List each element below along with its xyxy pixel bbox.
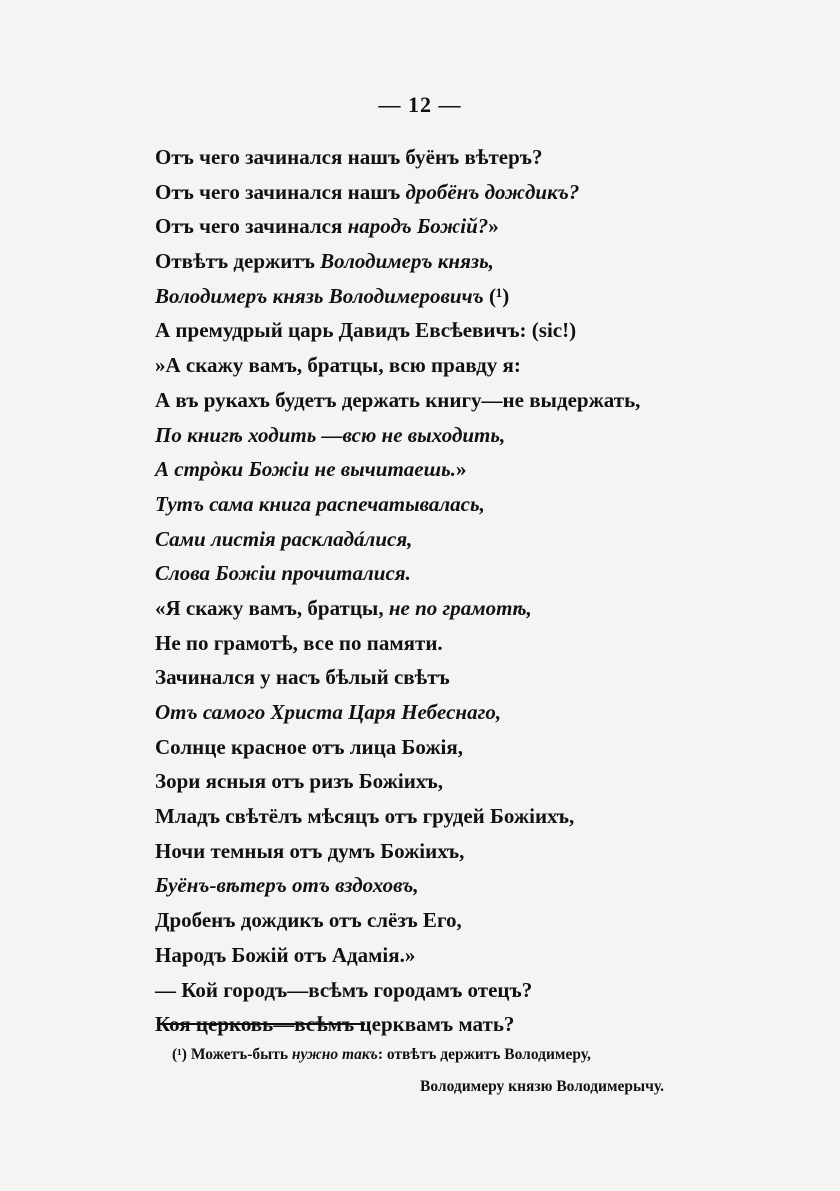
- verse-line: [155, 938, 795, 973]
- text-segment: (¹): [483, 283, 510, 308]
- verse-line: [155, 140, 795, 175]
- italic-segment: Тутъ сама книга распечатывалась,: [155, 491, 485, 516]
- verse-line: [155, 799, 795, 834]
- text-segment: »А скажу вамъ, братцы, всю правду я:: [155, 353, 521, 378]
- verse-line: [155, 418, 795, 453]
- verse-line: [155, 279, 795, 314]
- footnote-prefix: Можетъ-быть: [186, 1046, 292, 1063]
- italic-segment: Отъ самого Христа Царя Небеснаго,: [155, 700, 502, 724]
- footnote-separator: [157, 1023, 365, 1025]
- verse-line: [155, 764, 795, 799]
- text-segment: »: [488, 214, 499, 239]
- text-segment: Отвѣтъ держитъ: [155, 249, 321, 274]
- verse-line: [155, 591, 795, 626]
- text-segment: «Я скажу вамъ, братцы,: [155, 595, 389, 620]
- verse-line: [155, 903, 795, 938]
- text-segment: Зачинался у насъ бѣлый свѣтъ: [155, 665, 450, 690]
- italic-segment: По книгѣ ходить —всю не выходить,: [155, 422, 506, 447]
- text-segment: Младъ свѣтёлъ мѣсяцъ отъ грудей Божіихъ,: [155, 804, 575, 829]
- text-segment: Не по грамотѣ, все по памяти.: [155, 630, 443, 655]
- text-segment: Дробенъ дождикъ отъ слёзъ Его,: [155, 908, 462, 933]
- footnote-continuation: Володимеру князю Володимерычу.: [420, 1078, 664, 1095]
- verse-line: [155, 556, 795, 591]
- text-segment: Солнце красное отъ лица Божія,: [155, 734, 464, 759]
- verse-line: [155, 522, 795, 557]
- verse-line: [155, 175, 795, 210]
- verse-text: [155, 140, 795, 1042]
- page-number: — 12 —: [378, 92, 462, 117]
- text-segment: Отъ чего зачинался нашъ буёнъ вѣтеръ?: [155, 145, 543, 169]
- text-segment: Ночи темныя отъ думъ Божіихъ,: [155, 838, 465, 863]
- text-segment: Отъ чего зачинался нашъ: [155, 179, 406, 204]
- verse-line: [155, 244, 795, 279]
- italic-segment: дробёнъ дождикъ?: [405, 179, 580, 204]
- italic-segment: Слова Божіи прочиталися.: [155, 561, 411, 586]
- text-segment: — Кой городъ—всѣмъ городамъ отецъ?: [155, 977, 533, 1002]
- verse-line: [155, 973, 795, 1008]
- text-segment: Коя церковь—всѣмъ церквамъ мать?: [155, 1012, 515, 1037]
- verse-line: [155, 487, 795, 522]
- text-segment: Народъ Божій отъ Адамія.»: [155, 942, 416, 967]
- italic-segment: Сами листія раскладáлися,: [155, 526, 413, 551]
- text-segment: А премудрый царь Давидъ Евсѣевичъ: (sic!): [155, 318, 577, 343]
- verse-line: [155, 868, 795, 903]
- verse-line: [155, 452, 795, 487]
- verse-line: [155, 313, 795, 348]
- italic-segment: Володимеръ князь,: [320, 249, 494, 274]
- verse-line: [155, 695, 795, 730]
- verse-line: [155, 834, 795, 869]
- verse-line: [155, 626, 795, 661]
- italic-segment: не по грамотѣ,: [388, 595, 532, 620]
- verse-line: [155, 209, 795, 244]
- footnote-rest: : отвѣтъ держитъ Володимеру,: [377, 1046, 591, 1063]
- verse-line: [155, 348, 795, 383]
- text-segment: А въ рукахъ будетъ держать книгу—не выдержать,: [155, 387, 641, 412]
- footnote-italic: нужно такъ: [291, 1046, 378, 1063]
- text-segment: Зори ясныя отъ ризъ Божіихъ,: [155, 769, 444, 794]
- footnote-marker: (¹): [172, 1046, 187, 1063]
- italic-segment: Буёнъ-вѣтеръ отъ вздоховъ,: [155, 873, 419, 898]
- text-segment: »: [455, 457, 467, 482]
- italic-segment: А стрòки Божіи не вычитаешь.: [155, 457, 456, 482]
- italic-segment: народъ Божій?: [347, 214, 489, 239]
- text-segment: Отъ чего зачинался: [155, 214, 348, 239]
- italic-segment: Володимеръ князь Володимеровичъ: [155, 283, 484, 308]
- verse-line: [155, 383, 795, 418]
- verse-line: [155, 660, 795, 695]
- verse-line: [155, 730, 795, 765]
